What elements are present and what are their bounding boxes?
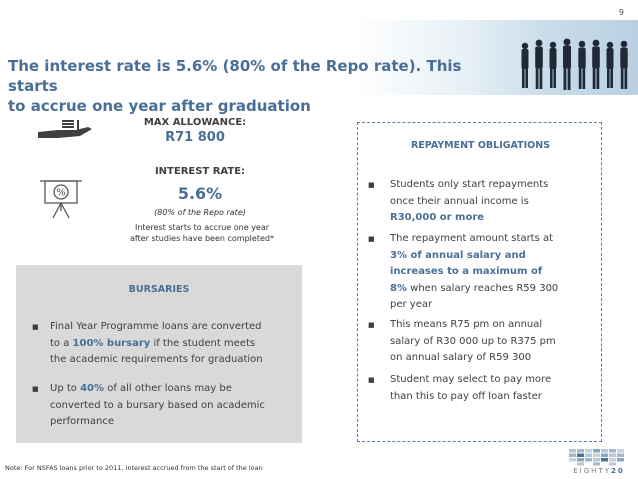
bursary-item-1-line-1: Final Year Programme loans are converted	[50, 321, 262, 332]
repay-item-2-line-2: 3% of annual salary and	[390, 249, 526, 261]
bursary-item-2-line-3: performance	[50, 416, 115, 427]
interest-rate-description	[108, 222, 296, 244]
bursary-item-1-line-2	[50, 336, 290, 353]
page-title	[8, 56, 508, 116]
repay-item-2-line-5: per year	[390, 299, 433, 310]
repay-text: when salary reaches R59 300	[406, 282, 559, 294]
bursary-item-2-line-1	[50, 381, 290, 398]
title-line-2: to accrue one year after graduation	[8, 97, 311, 115]
logo-text-number: 20	[610, 467, 625, 475]
square-bullet-icon: ■	[32, 323, 39, 331]
logo-grid-icon	[566, 448, 632, 466]
bursaries-title: BURSARIES	[128, 284, 190, 295]
bursary-text: of all other loans may be	[104, 383, 232, 394]
repay-item-1-line-2: once their annual income is	[390, 195, 529, 207]
square-bullet-icon: ■	[368, 376, 375, 384]
repay-item-4-line-2: than this to pay off loan faster	[390, 390, 542, 402]
bursary-highlight: 100% bursary	[72, 337, 151, 349]
repay-item-1-line-3: R30,000 or more	[390, 212, 485, 223]
business-people-image	[515, 26, 638, 92]
title-line-1: The interest rate is 5.6% (80% of the Repo rate). This starts	[8, 57, 462, 95]
bursary-item-1-line-3: the academic requirements for graduation	[50, 354, 263, 365]
repay-item-2-line-1: The repayment amount starts at	[390, 233, 554, 244]
square-bullet-icon: ■	[368, 321, 375, 329]
interest-rate-value: 5.6%	[177, 184, 223, 203]
interest-rate-label: INTEREST RATE:	[154, 166, 246, 177]
bursary-text: if the student meets	[150, 337, 256, 349]
square-bullet-icon: ■	[368, 235, 375, 243]
interest-desc-line-2: after studies have been completed*	[130, 234, 274, 243]
percent-board-icon	[38, 178, 84, 220]
square-bullet-icon: ■	[32, 385, 39, 393]
repay-item-2-line-3: increases to a maximum of	[390, 266, 543, 277]
repay-item-1-line-1: Students only start repayments	[390, 179, 549, 190]
repay-highlight: 8%	[390, 282, 407, 294]
repayment-title: REPAYMENT OBLIGATIONS	[410, 140, 551, 151]
bursary-item-2-line-2: converted to a bursary based on academic	[50, 399, 265, 411]
repay-item-4-line-1: Student may select to pay more	[390, 374, 552, 385]
interest-desc-line-1: Interest starts to accrue one year	[134, 223, 270, 232]
max-allowance-label: MAX ALLOWANCE:	[143, 117, 247, 128]
repay-item-3-line-2: salary of R30 000 up to R375 pm	[390, 335, 556, 347]
footnote: Note: For NSFAS loans prior to 2011, interest accrued from the start of the loan	[5, 464, 263, 472]
bursary-text: to a	[50, 337, 73, 349]
logo-text-word: EIGHTY	[573, 467, 611, 475]
bursary-highlight: 40%	[80, 383, 105, 394]
max-allowance-value: R71 800	[165, 130, 225, 145]
bursary-text: Up to	[50, 383, 81, 394]
money-hand-icon	[36, 118, 98, 142]
repay-item-2-line-4	[390, 281, 590, 298]
repayment-panel	[357, 122, 602, 442]
interest-rate-note: (80% of the Repo rate)	[154, 208, 246, 217]
eighty20-logo	[566, 448, 632, 476]
repay-item-3-line-3: on annual salary of R59 300	[390, 352, 532, 363]
page-number: 9	[618, 8, 624, 17]
repay-item-3-line-1: This means R75 pm on annual	[390, 319, 543, 330]
percent-symbol: %	[56, 187, 66, 199]
logo-text	[566, 467, 632, 475]
square-bullet-icon: ■	[368, 181, 375, 189]
bursaries-panel	[16, 265, 302, 443]
